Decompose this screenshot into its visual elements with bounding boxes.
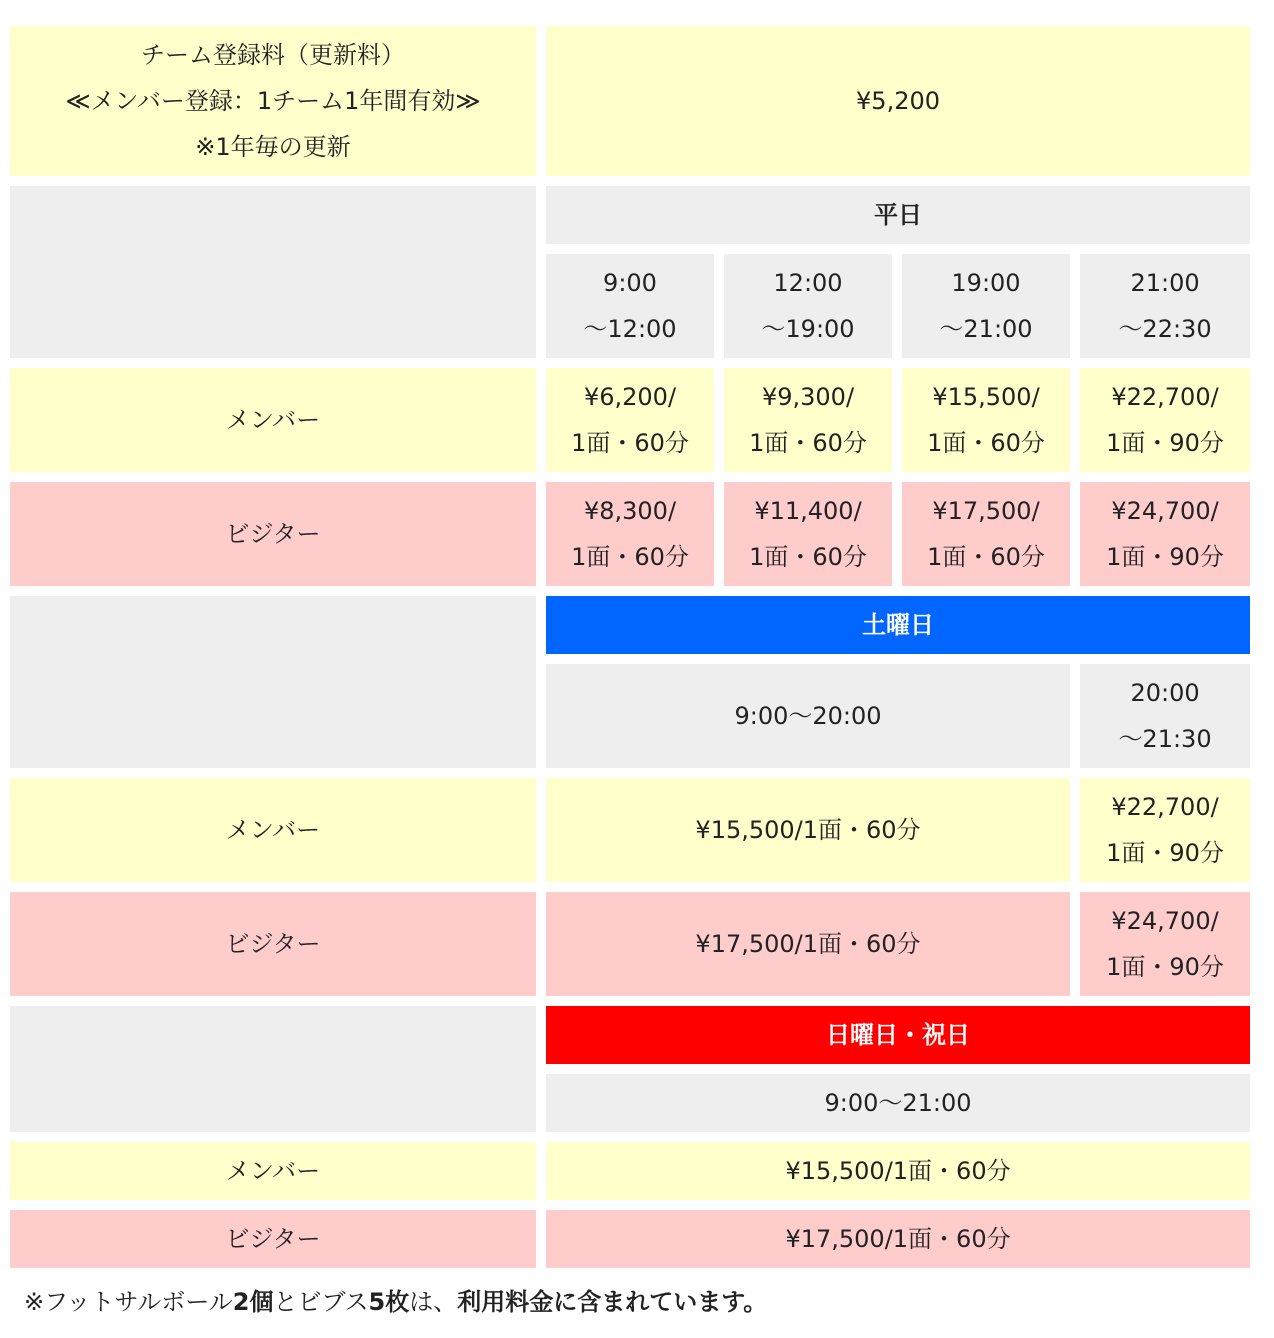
note-mid2: は、 [409,1288,458,1316]
visitor-label: ビジター [10,892,536,996]
price-cell [902,482,1070,586]
sunday-visitor-price: ¥17,500/1面・60分 [546,1210,1250,1268]
price-table [0,16,1260,1278]
price-amount: ¥22,700/ [1111,383,1219,411]
price-amount: ¥24,700/ [1111,497,1219,525]
weekday-slot [1080,254,1250,358]
price-cell [724,482,892,586]
price-cell [1080,482,1250,586]
weekday-slot [546,254,714,358]
weekday-visitor-row [10,482,1250,586]
price-amount: ¥22,700/ [1111,793,1219,821]
price-unit: 1面・90分 [1106,543,1224,571]
member-label: メンバー [10,1142,536,1200]
price-unit: 1面・60分 [749,543,867,571]
saturday-slot-late [1080,664,1250,768]
note-prefix: ※フットサルボール [24,1288,233,1316]
saturday-visitor-row [10,892,1250,996]
registration-row [10,26,1250,176]
saturday-member-main-price: ¥15,500/1面・60分 [546,778,1070,882]
sunday-member-row [10,1142,1250,1200]
footnote [24,1284,767,1320]
price-cell [1080,892,1250,996]
saturday-slot-main: 9:00〜20:00 [546,664,1070,768]
saturday-blank-cell [10,596,536,768]
price-amount: ¥24,700/ [1111,907,1219,935]
visitor-label: ビジター [10,1210,536,1268]
price-cell [1080,368,1250,472]
saturday-visitor-main-price: ¥17,500/1面・60分 [546,892,1070,996]
registration-label-line: チーム登録料（更新料） [141,41,405,69]
saturday-member-row [10,778,1250,882]
registration-label-cell [10,26,536,176]
slot-end: 〜22:30 [1118,315,1212,343]
slot-start: 20:00 [1130,679,1200,707]
slot-end: 〜21:00 [939,315,1033,343]
price-unit: 1面・90分 [1106,953,1224,981]
member-label: メンバー [10,778,536,882]
price-cell [546,482,714,586]
price-unit: 1面・60分 [927,429,1045,457]
note-bibs: 5枚 [368,1288,410,1316]
price-amount: ¥11,400/ [754,497,862,525]
slot-start: 19:00 [951,269,1021,297]
price-cell [1080,778,1250,882]
member-label: メンバー [10,368,536,472]
weekday-blank-cell [10,186,536,358]
slot-end: 〜21:30 [1118,725,1212,753]
slot-end: 〜12:00 [583,315,677,343]
price-amount: ¥6,200/ [583,383,677,411]
slot-start: 9:00 [603,269,657,297]
note-suffix: 利用料金に含まれています。 [457,1288,768,1316]
sunday-member-price: ¥15,500/1面・60分 [546,1142,1250,1200]
price-unit: 1面・60分 [571,429,689,457]
price-amount: ¥15,500/ [932,383,1040,411]
registration-label-line: ※1年毎の更新 [195,133,351,161]
weekday-member-row [10,368,1250,472]
price-amount: ¥17,500/ [932,497,1040,525]
sunday-blank-cell [10,1006,536,1132]
price-amount: ¥9,300/ [761,383,855,411]
sunday-slot: 9:00〜21:00 [546,1074,1250,1132]
price-unit: 1面・60分 [927,543,1045,571]
price-cell [546,368,714,472]
price-cell [724,368,892,472]
slot-end: 〜19:00 [761,315,855,343]
note-mid: とビブス [273,1288,369,1316]
price-unit: 1面・60分 [749,429,867,457]
sunday-visitor-row [10,1210,1250,1268]
note-balls: 2個 [232,1288,274,1316]
slot-start: 21:00 [1130,269,1200,297]
saturday-title: 土曜日 [546,596,1250,654]
sunday-title: 日曜日・祝日 [546,1006,1250,1064]
price-cell [902,368,1070,472]
registration-label-line: ≪メンバー登録：1チーム1年間有効≫ [65,87,481,115]
weekday-title: 平日 [546,186,1250,244]
registration-fee: ¥5,200 [546,26,1250,176]
saturday-title-row [10,596,1250,654]
price-unit: 1面・90分 [1106,839,1224,867]
weekday-slot [724,254,892,358]
price-unit: 1面・90分 [1106,429,1224,457]
price-amount: ¥8,300/ [583,497,677,525]
visitor-label: ビジター [10,482,536,586]
price-unit: 1面・60分 [571,543,689,571]
slot-start: 12:00 [773,269,843,297]
weekday-title-row [10,186,1250,244]
weekday-slot [902,254,1070,358]
sunday-title-row [10,1006,1250,1064]
